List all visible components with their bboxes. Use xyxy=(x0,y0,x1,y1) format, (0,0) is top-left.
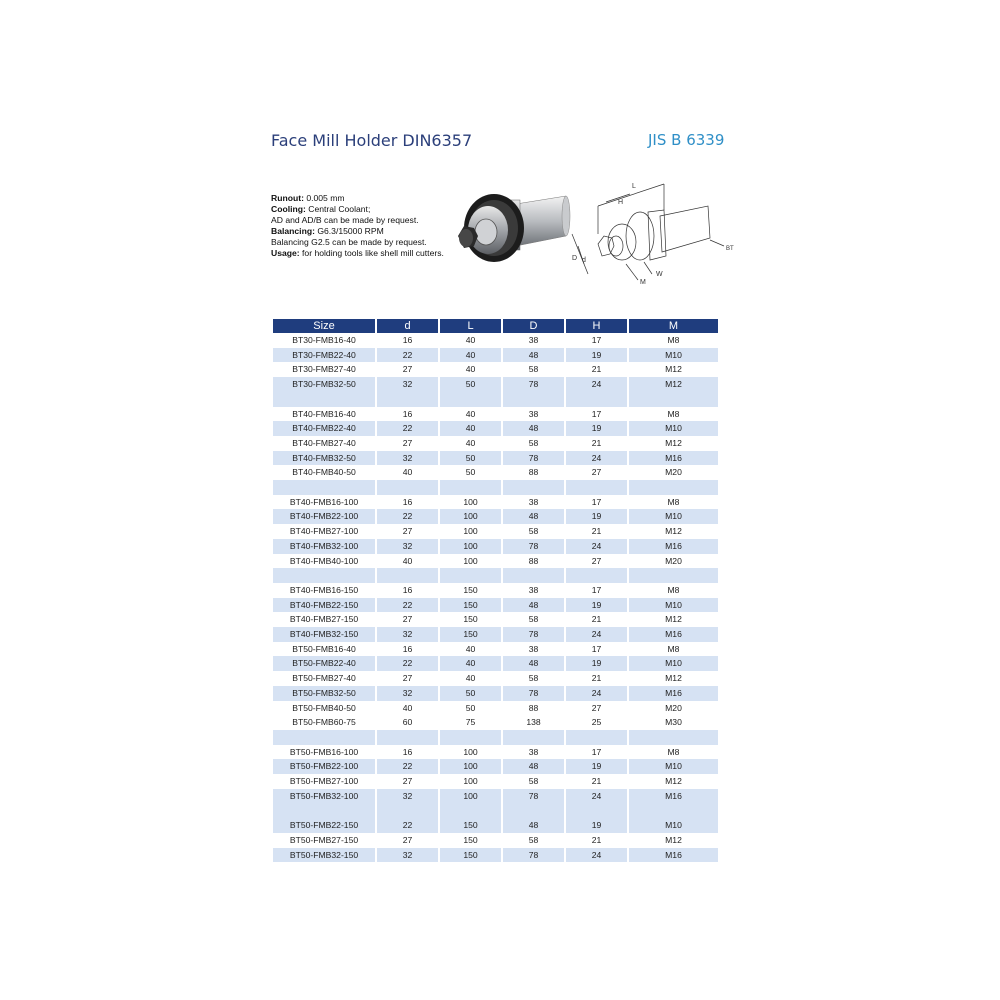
table-cell-h xyxy=(566,568,627,583)
table-header-row xyxy=(273,319,718,333)
table-cell-d: 38 xyxy=(528,408,539,419)
table-row xyxy=(273,759,718,774)
page-title: Face Mill Holder DIN6357 xyxy=(271,131,473,150)
table-cell-h xyxy=(566,392,627,407)
table-cell-d: 22 xyxy=(377,759,438,774)
table-cell-size xyxy=(273,568,375,583)
table-cell-m: M8 xyxy=(667,335,680,345)
dim-l-label: L xyxy=(632,183,636,190)
table-cell-l: 100 xyxy=(440,509,501,524)
table-cell-d: 32 xyxy=(377,686,438,701)
spec-cooling-value: Central Coolant; xyxy=(305,204,371,214)
table-cell-m: M10 xyxy=(629,509,718,524)
table-body xyxy=(273,333,718,862)
table-cell-h: 24 xyxy=(566,451,627,466)
table-cell-l: 150 xyxy=(440,598,501,613)
table-cell-h: 25 xyxy=(591,717,602,728)
table-cell-d: 32 xyxy=(377,539,438,554)
table-cell-l xyxy=(440,392,501,407)
table-cell-h: 19 xyxy=(566,348,627,363)
table-cell-d: 27 xyxy=(402,776,413,787)
table-cell-m: M16 xyxy=(629,451,718,466)
table-cell-l: 150 xyxy=(463,834,478,845)
table-cell-size: BT50-FMB40-50 xyxy=(292,702,356,713)
table-cell-d: 48 xyxy=(503,509,564,524)
table-cell-d xyxy=(377,803,438,818)
table-cell-h: 17 xyxy=(591,408,602,419)
table-cell-size xyxy=(273,392,375,407)
table-cell-m: M8 xyxy=(667,408,680,419)
table-cell-d: 38 xyxy=(528,746,539,757)
table-cell-h: 19 xyxy=(566,421,627,436)
table-cell-m: M10 xyxy=(629,348,718,363)
technical-drawing xyxy=(560,176,735,288)
table-cell-m: M16 xyxy=(629,789,718,804)
dim-m-label: M xyxy=(640,279,646,286)
table-cell-d: 16 xyxy=(402,408,413,419)
spec-cooling xyxy=(271,204,446,215)
table-cell-m: M12 xyxy=(665,364,682,375)
table-row xyxy=(273,451,718,466)
table-cell-d: 38 xyxy=(528,584,539,595)
table-row xyxy=(273,539,718,554)
table-cell-m: M20 xyxy=(665,702,682,713)
table-cell-d: 32 xyxy=(377,848,438,863)
table-cell-d xyxy=(377,480,438,495)
spec-usage xyxy=(271,248,446,259)
table-separator-row xyxy=(273,480,718,495)
table-cell-m: M12 xyxy=(665,526,682,537)
column-header-d: D xyxy=(503,319,564,333)
table-cell-d xyxy=(503,480,564,495)
spec-usage-value: for holding tools like shell mill cutters. xyxy=(299,248,444,258)
table-cell-h: 27 xyxy=(591,467,602,478)
table-cell-h: 24 xyxy=(566,789,627,804)
table-cell-l: 50 xyxy=(440,451,501,466)
table-row xyxy=(273,612,718,627)
table-cell-d: 27 xyxy=(402,834,413,845)
column-header-size: Size xyxy=(273,319,375,333)
table-cell-size: BT50-FMB22-100 xyxy=(273,759,375,774)
table-row xyxy=(273,686,718,701)
table-cell-d: 58 xyxy=(528,364,539,375)
table-cell-d: 27 xyxy=(402,364,413,375)
table-row xyxy=(273,436,718,451)
table-row xyxy=(273,671,718,686)
table-cell-l: 40 xyxy=(465,408,476,419)
dim-w-label: W xyxy=(656,271,663,278)
table-separator-row xyxy=(273,568,718,583)
table-cell-size: BT40-FMB22-150 xyxy=(273,598,375,613)
table-cell-l: 150 xyxy=(463,614,478,625)
table-cell-l: 150 xyxy=(440,627,501,642)
product-photo xyxy=(448,176,573,281)
spec-cooling-label: Cooling: xyxy=(271,204,306,214)
table-row xyxy=(273,333,718,348)
table-cell-d: 58 xyxy=(528,526,539,537)
column-header-m: M xyxy=(629,319,718,333)
table-cell-size: BT50-FMB27-40 xyxy=(292,673,356,684)
table-row xyxy=(273,583,718,598)
table-cell-size: BT40-FMB22-40 xyxy=(273,421,375,436)
table-cell-d: 38 xyxy=(528,335,539,345)
table-cell-h: 19 xyxy=(566,759,627,774)
table-cell-d: 27 xyxy=(402,673,413,684)
table-cell-h: 17 xyxy=(591,496,602,507)
spec-balancing-label: Balancing: xyxy=(271,226,315,236)
table-cell-d: 40 xyxy=(402,467,413,478)
table-cell-h: 21 xyxy=(591,614,602,625)
spec-block xyxy=(271,193,446,259)
table-row xyxy=(273,377,718,392)
table-cell-l: 50 xyxy=(440,686,501,701)
spec-balancing-value: G6.3/15000 RPM xyxy=(314,226,384,236)
table-cell-m: M10 xyxy=(629,421,718,436)
table-cell-d: 78 xyxy=(503,377,564,392)
table-separator-row xyxy=(273,803,718,818)
table-cell-h: 17 xyxy=(591,584,602,595)
spec-runout-label: Runout: xyxy=(271,193,304,203)
table-cell-l: 50 xyxy=(440,377,501,392)
table-cell-h: 19 xyxy=(566,818,627,833)
table-cell-d: 58 xyxy=(528,437,539,448)
table-cell-d xyxy=(503,730,564,745)
spec-balancing xyxy=(271,226,446,237)
table-cell-d: 78 xyxy=(503,789,564,804)
spec-usage-label: Usage: xyxy=(271,248,300,258)
table-cell-l xyxy=(440,568,501,583)
dim-bigd-label: D xyxy=(572,255,578,262)
table-cell-h: 27 xyxy=(591,555,602,566)
table-cell-m: M12 xyxy=(629,377,718,392)
table-cell-size: BT40-FMB32-50 xyxy=(273,451,375,466)
table-cell-h: 17 xyxy=(591,335,602,345)
table-cell-d: 48 xyxy=(503,759,564,774)
table-cell-m: M8 xyxy=(667,746,680,757)
table-cell-d: 16 xyxy=(402,335,413,345)
table-cell-l: 40 xyxy=(465,673,476,684)
table-cell-size xyxy=(273,803,375,818)
table-cell-m: M20 xyxy=(665,467,682,478)
table-cell-m: M8 xyxy=(667,496,680,507)
table-cell-d: 48 xyxy=(503,656,564,671)
table-row xyxy=(273,348,718,363)
table-cell-d: 27 xyxy=(402,614,413,625)
spec-runout xyxy=(271,193,446,204)
table-cell-size: BT50-FMB32-50 xyxy=(273,686,375,701)
table-cell-d: 22 xyxy=(377,421,438,436)
table-cell-d: 58 xyxy=(528,834,539,845)
table-cell-size: BT50-FMB32-100 xyxy=(273,789,375,804)
table-cell-d xyxy=(377,392,438,407)
table-cell-l: 150 xyxy=(440,818,501,833)
table-cell-l: 40 xyxy=(465,437,476,448)
table-row xyxy=(273,554,718,569)
table-row xyxy=(273,745,718,760)
table-cell-d: 40 xyxy=(402,555,413,566)
table-cell-h: 19 xyxy=(566,509,627,524)
table-cell-m: M16 xyxy=(629,539,718,554)
table-cell-d: 48 xyxy=(503,598,564,613)
table-cell-h: 27 xyxy=(591,702,602,713)
table-cell-l: 50 xyxy=(465,702,476,713)
table-row xyxy=(273,465,718,480)
table-cell-d: 27 xyxy=(402,437,413,448)
table-cell-d xyxy=(503,392,564,407)
table-cell-m: M10 xyxy=(629,759,718,774)
table-cell-h: 19 xyxy=(566,598,627,613)
table-cell-d: 78 xyxy=(503,848,564,863)
table-cell-d: 32 xyxy=(377,627,438,642)
table-cell-h: 21 xyxy=(591,437,602,448)
table-cell-size: BT30-FMB22-40 xyxy=(273,348,375,363)
table-row xyxy=(273,833,718,848)
table-separator-row xyxy=(273,730,718,745)
table-cell-l: 150 xyxy=(463,584,478,595)
table-cell-d: 32 xyxy=(377,451,438,466)
table-row xyxy=(273,524,718,539)
table-cell-d: 78 xyxy=(503,539,564,554)
table-cell-size: BT50-FMB27-150 xyxy=(289,834,359,845)
dim-bt-label: BT xyxy=(726,246,734,252)
table-cell-m: M30 xyxy=(665,717,682,728)
table-cell-l xyxy=(440,480,501,495)
table-cell-size: BT40-FMB40-50 xyxy=(292,467,356,478)
table-cell-d: 78 xyxy=(503,451,564,466)
table-cell-size: BT30-FMB32-50 xyxy=(273,377,375,392)
table-cell-l: 40 xyxy=(465,364,476,375)
table-cell-size: BT40-FMB27-40 xyxy=(292,437,356,448)
table-cell-m: M10 xyxy=(629,656,718,671)
table-cell-h: 24 xyxy=(566,377,627,392)
table-cell-l xyxy=(440,730,501,745)
table-cell-d: 138 xyxy=(526,717,541,728)
table-cell-size xyxy=(273,480,375,495)
dim-d-label: d xyxy=(582,257,586,264)
table-cell-d: 22 xyxy=(377,348,438,363)
table-cell-h: 24 xyxy=(566,539,627,554)
table-cell-l: 40 xyxy=(465,335,476,345)
table-cell-d: 22 xyxy=(377,598,438,613)
table-cell-d: 58 xyxy=(528,614,539,625)
table-cell-size: BT50-FMB60-75 xyxy=(292,717,356,728)
table-cell-d: 48 xyxy=(503,348,564,363)
table-cell-d: 58 xyxy=(528,673,539,684)
table-cell-size: BT40-FMB16-100 xyxy=(289,496,359,507)
table-cell-m xyxy=(629,480,718,495)
table-cell-d: 16 xyxy=(402,496,413,507)
table-cell-size: BT50-FMB32-150 xyxy=(273,848,375,863)
table-cell-d: 38 xyxy=(528,643,539,654)
table-cell-h: 21 xyxy=(591,526,602,537)
table-cell-d: 48 xyxy=(503,421,564,436)
table-cell-d: 27 xyxy=(402,526,413,537)
table-cell-d: 40 xyxy=(402,702,413,713)
table-cell-h: 21 xyxy=(591,776,602,787)
table-cell-size: BT40-FMB16-40 xyxy=(292,408,356,419)
table-cell-h: 21 xyxy=(591,673,602,684)
table-cell-d: 78 xyxy=(503,627,564,642)
table-cell-d: 60 xyxy=(402,717,413,728)
table-cell-size: BT50-FMB22-150 xyxy=(273,818,375,833)
table-row xyxy=(273,848,718,863)
table-cell-size: BT40-FMB32-150 xyxy=(273,627,375,642)
table-cell-h: 24 xyxy=(566,848,627,863)
table-cell-h: 24 xyxy=(566,686,627,701)
table-cell-d: 78 xyxy=(503,686,564,701)
table-cell-l: 100 xyxy=(463,496,478,507)
table-cell-size: BT30-FMB27-40 xyxy=(292,364,356,375)
table-cell-m: M8 xyxy=(667,643,680,654)
table-cell-d: 88 xyxy=(528,555,539,566)
table-cell-m xyxy=(629,730,718,745)
table-cell-l: 50 xyxy=(465,467,476,478)
table-cell-m xyxy=(629,803,718,818)
table-cell-size: BT40-FMB16-150 xyxy=(289,584,359,595)
column-header-h: H xyxy=(566,319,627,333)
table-cell-l: 150 xyxy=(440,848,501,863)
table-cell-l: 40 xyxy=(440,348,501,363)
table-cell-h: 19 xyxy=(566,656,627,671)
table-cell-d: 88 xyxy=(528,702,539,713)
table-cell-size: BT50-FMB22-40 xyxy=(273,656,375,671)
table-cell-d: 16 xyxy=(402,584,413,595)
table-cell-m: M16 xyxy=(629,686,718,701)
table-cell-h xyxy=(566,730,627,745)
table-row xyxy=(273,818,718,833)
table-cell-d: 48 xyxy=(503,818,564,833)
table-cell-d: 58 xyxy=(528,776,539,787)
table-cell-h: 17 xyxy=(591,643,602,654)
table-cell-size: BT40-FMB27-150 xyxy=(289,614,359,625)
table-cell-l: 75 xyxy=(465,717,476,728)
table-separator-row xyxy=(273,392,718,407)
table-cell-l: 40 xyxy=(440,421,501,436)
table-cell-d xyxy=(377,730,438,745)
table-row xyxy=(273,407,718,422)
table-cell-size xyxy=(273,730,375,745)
table-cell-m: M12 xyxy=(665,437,682,448)
table-cell-l: 100 xyxy=(463,526,478,537)
table-cell-size: BT50-FMB16-40 xyxy=(292,643,356,654)
table-cell-d: 22 xyxy=(377,509,438,524)
table-cell-l: 40 xyxy=(440,656,501,671)
table-row xyxy=(273,701,718,716)
table-cell-d: 38 xyxy=(528,496,539,507)
table-cell-l: 100 xyxy=(463,555,478,566)
table-cell-d: 22 xyxy=(377,656,438,671)
table-cell-l: 100 xyxy=(440,759,501,774)
table-row xyxy=(273,715,718,730)
spec-table xyxy=(271,319,720,862)
table-cell-m: M16 xyxy=(629,848,718,863)
table-cell-d xyxy=(503,803,564,818)
table-row xyxy=(273,627,718,642)
table-row xyxy=(273,642,718,657)
table-cell-m: M12 xyxy=(665,673,682,684)
column-header-l: L xyxy=(440,319,501,333)
table-cell-size: BT40-FMB27-100 xyxy=(289,526,359,537)
table-cell-l: 40 xyxy=(465,643,476,654)
dim-h-label: H xyxy=(618,199,624,206)
table-row xyxy=(273,656,718,671)
table-row xyxy=(273,598,718,613)
table-cell-size: BT40-FMB32-100 xyxy=(273,539,375,554)
table-cell-h: 21 xyxy=(591,834,602,845)
standard-label: JIS B 6339 xyxy=(648,131,725,149)
spec-cooling-note: AD and AD/B can be made by request. xyxy=(271,215,419,225)
table-cell-d xyxy=(503,568,564,583)
table-cell-m: M12 xyxy=(665,834,682,845)
table-cell-m: M8 xyxy=(667,584,680,595)
table-cell-l: 100 xyxy=(440,539,501,554)
table-cell-m: M20 xyxy=(665,555,682,566)
table-cell-m: M16 xyxy=(629,627,718,642)
table-cell-size: BT40-FMB22-100 xyxy=(273,509,375,524)
column-header-d: d xyxy=(377,319,438,333)
table-cell-h: 17 xyxy=(591,746,602,757)
table-cell-d: 16 xyxy=(402,746,413,757)
table-cell-size: BT50-FMB27-100 xyxy=(289,776,359,787)
table-cell-l xyxy=(440,803,501,818)
table-cell-h xyxy=(566,803,627,818)
table-cell-m xyxy=(629,568,718,583)
table-cell-size: BT40-FMB40-100 xyxy=(289,555,359,566)
table-cell-d: 32 xyxy=(377,377,438,392)
table-row xyxy=(273,509,718,524)
spec-runout-value: 0.005 mm xyxy=(303,193,345,203)
table-cell-d xyxy=(377,568,438,583)
table-cell-l: 100 xyxy=(463,746,478,757)
table-cell-m: M10 xyxy=(629,598,718,613)
table-row xyxy=(273,789,718,804)
table-cell-h: 24 xyxy=(566,627,627,642)
table-row xyxy=(273,421,718,436)
table-cell-d: 32 xyxy=(377,789,438,804)
table-cell-m: M12 xyxy=(665,776,682,787)
table-cell-l: 100 xyxy=(463,776,478,787)
table-row xyxy=(273,362,718,377)
table-row xyxy=(273,774,718,789)
table-cell-size: BT30-FMB16-40 xyxy=(292,335,356,345)
spec-balancing-note: Balancing G2.5 can be made by request. xyxy=(271,237,427,247)
table-cell-l: 100 xyxy=(440,789,501,804)
table-cell-m: M12 xyxy=(665,614,682,625)
table-cell-m: M10 xyxy=(629,818,718,833)
table-cell-d: 22 xyxy=(377,818,438,833)
table-cell-size: BT50-FMB16-100 xyxy=(289,746,359,757)
table-cell-h xyxy=(566,480,627,495)
table-cell-d: 88 xyxy=(528,467,539,478)
table-cell-m xyxy=(629,392,718,407)
table-cell-h: 21 xyxy=(591,364,602,375)
table-cell-d: 16 xyxy=(402,643,413,654)
table-row xyxy=(273,495,718,510)
